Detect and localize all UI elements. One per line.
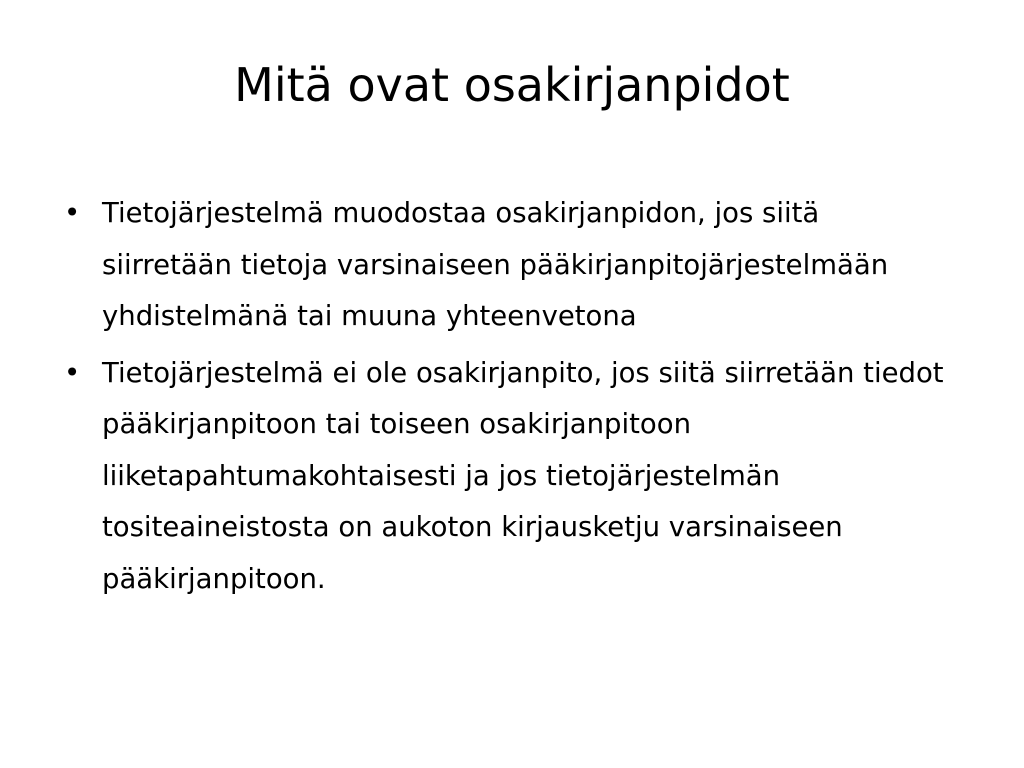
bullet-dot-icon: • <box>64 197 81 229</box>
bullet-list <box>64 188 944 610</box>
bullet-text: Tietojärjestelmä muodostaa osakirjanpidon, jos siitä siirretään tietoja varsinaiseen pääkirjanpitojärjestelmään yhdistelmänä tai muuna yhteenvetona <box>102 197 889 332</box>
bullet-item <box>64 348 944 606</box>
bullet-text: Tietojärjestelmä ei ole osakirjanpito, jos siitä siirretään tiedot pääkirjanpitoon tai toiseen osakirjanpitoon liiketapahtumakohtaisesti ja jos tietojärjestelmän tositeaineistosta on aukoton kirjausketju varsinaiseen pääkirjanpitoon. <box>102 356 944 595</box>
slide-title: Mitä ovat osakirjanpidot <box>234 58 790 112</box>
bullet-item <box>64 188 944 343</box>
bullet-dot-icon: • <box>64 356 81 389</box>
